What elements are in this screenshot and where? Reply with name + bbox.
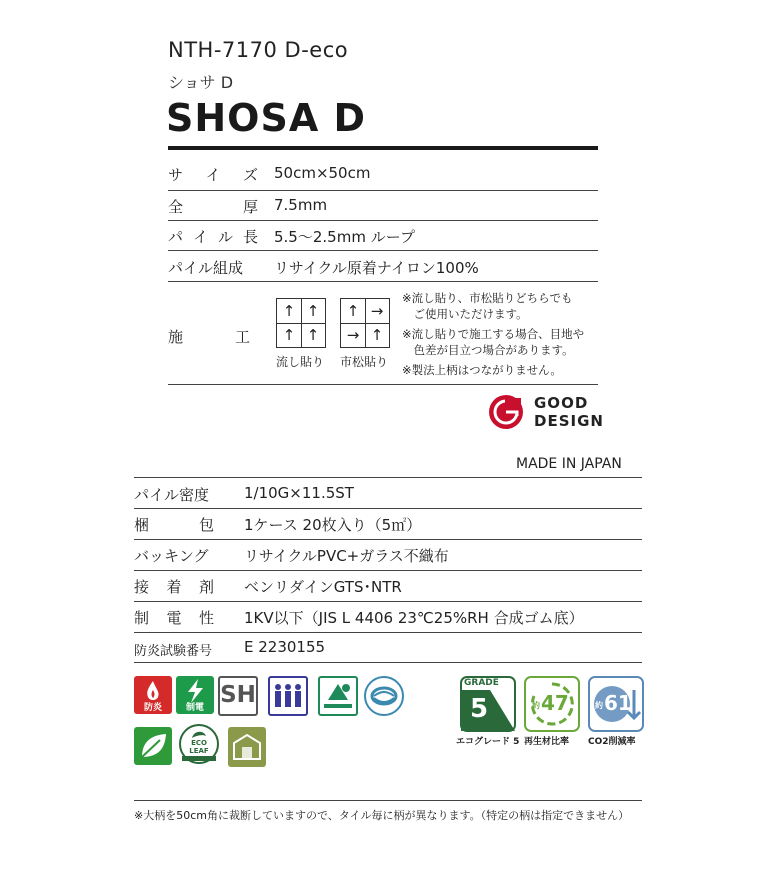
footnote-divider	[134, 800, 642, 801]
eco-leaf-icon: ECO LEAF	[178, 724, 220, 768]
install-note-5: ※製法上柄はつながりません。	[402, 363, 562, 377]
stain-resistant-icon	[318, 676, 358, 716]
spec-label: パ イ ル 長	[168, 228, 258, 246]
arrow-up-icon: ↑	[306, 326, 320, 344]
pattern-straight-diagram	[276, 298, 326, 348]
install-note-4: 色差が目立つ場合があります。	[402, 343, 574, 357]
detail-row-antistatic: 制 電 性 1KV以下（JIS L 4406 23℃25%RH 合成ゴム底）	[134, 607, 642, 633]
pattern-straight-label: 流し貼り	[276, 355, 325, 369]
spec-label: 施 工	[168, 328, 250, 346]
green-building-icon	[228, 727, 266, 767]
sick-house-icon: SH	[218, 676, 258, 716]
eco-grade-caption: エコグレード 5	[456, 737, 520, 747]
product-code: NTH-7170 D-eco	[168, 38, 349, 62]
co2-reduction-caption: CO2削減率	[588, 737, 636, 747]
arrow-right-icon: →	[370, 302, 384, 320]
arrow-up-icon: ↑	[306, 302, 320, 320]
recycle-rate-caption: 再生材比率	[524, 737, 570, 747]
footnote-text: ※大柄を50cm角に裁断していますので、タイル毎に柄が異なります。（特定の柄は指定できません）	[134, 809, 630, 822]
circle-mark-icon	[364, 676, 404, 716]
product-name: SHOSA D	[166, 96, 367, 140]
arrow-up-icon: ↑	[282, 302, 296, 320]
spec-row-thickness	[168, 196, 598, 221]
install-note-3: ※流し貼りで施工する場合、目地や	[402, 327, 585, 341]
leaf-icon	[134, 727, 172, 765]
good-design-g-icon	[488, 394, 524, 430]
install-note-1: ※流し貼り、市松貼りどちらでも	[402, 291, 573, 305]
spec-value: リサイクル原着ナイロン100%	[274, 259, 479, 277]
detail-row-package: 梱 包 1ケース 20枚入り（5㎡）	[134, 514, 642, 540]
spec-value: 5.5〜2.5mm ループ	[274, 228, 415, 246]
install-note-2: ご使用いただけます。	[402, 307, 528, 321]
spec-label: 全 厚	[168, 198, 258, 216]
pattern-checker-diagram	[340, 298, 390, 348]
arrow-up-icon: ↑	[282, 326, 296, 344]
detail-row-backing: バッキング リサイクルPVC+ガラス不織布	[134, 545, 642, 571]
made-in-label: MADE IN JAPAN	[516, 456, 622, 472]
details-top-line	[134, 477, 642, 478]
detail-row-adhesive: 接 着 剤 ベンリダインGTS･NTR	[134, 576, 642, 602]
spec-label: サ イ ズ	[168, 166, 258, 184]
spec-row-composition	[168, 257, 598, 282]
title-underline	[168, 146, 598, 150]
co2-reduction-badge: 約 61	[588, 676, 644, 732]
detail-row-fire-test: 防炎試験番号 E 2230155	[134, 638, 642, 663]
eco-grade-badge: GRADE 5	[460, 676, 516, 732]
spec-label: パイル組成	[168, 259, 244, 277]
arrow-up-icon: ↑	[370, 326, 384, 344]
spec-value: 50cm×50cm	[274, 164, 371, 182]
people-icon	[268, 676, 308, 716]
pattern-checker-label: 市松貼り	[340, 355, 389, 369]
good-design-text: GOOD DESIGN	[534, 394, 604, 430]
product-kana: ショサ D	[168, 73, 234, 92]
spec-row-pile-length	[168, 226, 598, 251]
spec-value: 7.5mm	[274, 196, 328, 214]
arrow-right-icon: →	[346, 326, 360, 344]
fire-retardant-icon: 防炎	[134, 676, 172, 714]
detail-row-density: パイル密度 1/10G×11.5ST	[134, 484, 642, 509]
arrow-up-icon: ↑	[346, 302, 360, 320]
antistatic-icon: 制電	[176, 676, 214, 714]
spec-row-size	[168, 164, 598, 191]
recycle-rate-badge: 約 47	[524, 676, 580, 732]
good-design-mark	[488, 394, 604, 434]
